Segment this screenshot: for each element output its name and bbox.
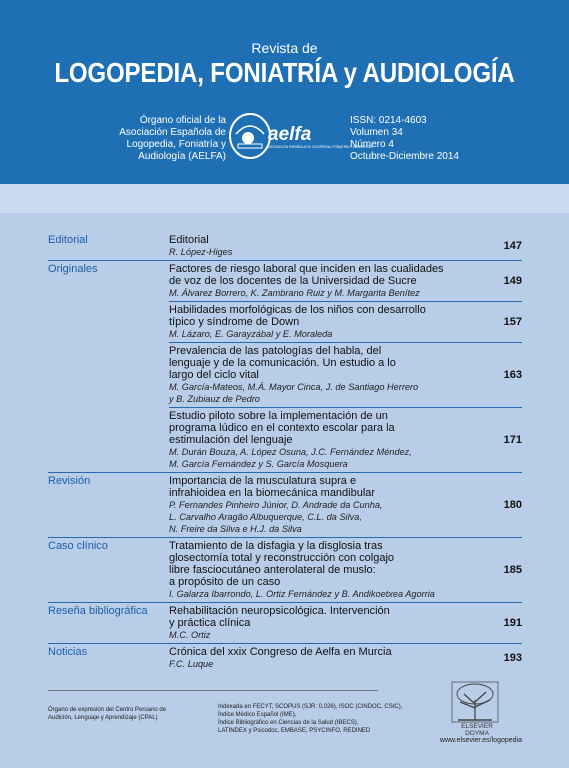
article-authors: M. Álvarez Borrero, K. Zambrano Ruiz y M. Margarita Benítez <box>169 288 420 298</box>
article-authors: M. Lázaro, E. Garayzábal y E. Moraleda <box>169 329 333 339</box>
section-label: Editorial <box>48 234 88 246</box>
section-label: Originales <box>48 263 98 275</box>
article-entry[interactable] <box>169 605 522 643</box>
article-authors: M. García-Mateos, M.Á. Mayor Cinca, J. de Santiago Herrero <box>169 382 419 392</box>
article-authors: M. García Fernández y S. García Mosquera <box>169 459 348 469</box>
article-title: estimulación del lenguaje <box>169 434 293 446</box>
page-number: 163 <box>503 369 522 381</box>
table-of-contents <box>48 232 522 672</box>
page-number: 157 <box>503 316 522 328</box>
article-text <box>169 304 488 340</box>
article-text <box>169 234 488 258</box>
article-title: Rehabilitación neuropsicológica. Intervención <box>169 605 390 617</box>
article-text <box>169 345 488 405</box>
publisher-brand: ELSEVIER DOYMA <box>461 723 493 737</box>
article-entry[interactable] <box>169 407 522 472</box>
section-entries <box>169 540 522 602</box>
footer-indexing-text: Indexada en FECYT, SCOPUS (SJR: 0,026), ISOC (CINDOC, CSIC), Índice Médico Español (IME), Índice Bibliográfico en Ciencias de la Salud (IBECS), LATINDEX y Psicodoc, EMBASE, PSYCINFO, REDINED <box>218 704 403 734</box>
page-number: 180 <box>503 499 522 511</box>
page-number: 185 <box>503 564 522 576</box>
publisher-url[interactable]: www.elsevier.es/logopedia <box>439 737 522 744</box>
article-entry[interactable] <box>169 301 522 342</box>
article-authors: P. Fernandes Pinheiro Júnior, D. Andrade da Cunha, <box>169 500 383 510</box>
toc-section <box>48 602 522 643</box>
article-entry[interactable] <box>169 646 522 672</box>
official-organ-text: Órgano oficial de la Asociación Española de Logopedia, Foniatría y Audiología (AELFA) <box>119 115 226 162</box>
article-authors: y B. Zubiauz de Pedro <box>169 394 260 404</box>
article-authors: I. Galarza Ibarrondo, L. Ortiz Fernández y B. Andikoetxea Agorria <box>169 589 435 599</box>
page-number: 147 <box>503 240 522 252</box>
page-number: 149 <box>503 275 522 287</box>
elsevier-tree-icon <box>440 680 510 726</box>
footer-cpal-text: Órgano de expresión del Centro Peruano de Audición, Lenguaje y Aprendizaje (CPAL) <box>48 707 167 721</box>
article-authors: M. Durán Bouza, A. López Osuna, J.C. Fernández Méndez, <box>169 447 412 457</box>
article-text <box>169 605 488 641</box>
article-authors: R. López-Higes <box>169 247 233 257</box>
article-text <box>169 646 488 670</box>
separator-band <box>0 184 569 213</box>
article-entry[interactable] <box>169 342 522 407</box>
article-title: Crónica del xxix Congreso de Aelfa en Murcia <box>169 646 392 658</box>
aelfa-logo-icon <box>228 108 373 168</box>
section-label: Reseña bibliográfica <box>48 605 148 617</box>
article-title: glosectomía total y reconstrucción con colgajo <box>169 552 395 564</box>
toc-section <box>48 232 522 260</box>
article-title: Tratamiento de la disfagia y la disglosia tras <box>169 540 383 552</box>
article-authors: M.C. Ortiz <box>169 630 211 640</box>
section-label: Noticias <box>48 646 88 658</box>
article-authors: N. Freire da Silva e H.J. da Silva <box>169 524 302 534</box>
logo-subtitle: ASOCIACIÓN ESPAÑOLA DE LOGOPEDIA, FONIATRÍA Y AUDIOLOGÍA <box>268 145 373 149</box>
article-title: Factores de riesgo laboral que inciden en las cualidades <box>169 263 444 275</box>
article-entry[interactable] <box>169 234 522 260</box>
article-title: Estudio piloto sobre la implementación de un <box>169 410 388 422</box>
article-title: infrahioidea en la biomecánica mandibular <box>169 487 376 499</box>
article-title: Habilidades morfológicas de los niños con desarrollo <box>169 304 426 316</box>
journal-title: LOGOPEDIA, FONIATRÍA y AUDIOLOGÍA <box>54 57 515 88</box>
article-title: Importancia de la musculatura supra e <box>169 475 357 487</box>
article-title: y práctica clínica <box>169 617 251 629</box>
article-authors: F.C. Luque <box>169 659 214 669</box>
article-title: Prevalencia de las patologías del habla, del <box>169 345 382 357</box>
article-entry[interactable] <box>169 540 522 602</box>
section-label: Caso clínico <box>48 540 108 552</box>
footer-divider <box>48 690 378 691</box>
issue-info: ISSN: 0214-4603 Volumen 34 Número 4 Octubre-Diciembre 2014 <box>350 115 459 162</box>
article-title: Editorial <box>169 234 209 246</box>
article-entry[interactable] <box>169 475 522 537</box>
section-entries <box>169 605 522 643</box>
page-number: 171 <box>503 434 522 446</box>
journal-pretitle: Revista de <box>251 40 318 56</box>
logo-wordmark: aelfa <box>268 124 312 145</box>
article-text <box>169 410 488 470</box>
article-title: largo del ciclo vital <box>169 369 259 381</box>
toc-section <box>48 472 522 537</box>
section-entries <box>169 646 522 672</box>
page-number: 191 <box>503 617 522 629</box>
journal-header <box>0 0 569 184</box>
article-title: típico y síndrome de Down <box>169 316 300 328</box>
article-title: de voz de los docentes de la Universidad de Sucre <box>169 275 417 287</box>
article-text <box>169 475 488 535</box>
section-entries <box>169 475 522 537</box>
article-text <box>169 540 488 600</box>
article-title: lenguaje y de la comunicación. Un estudio a lo <box>169 357 396 369</box>
toc-section <box>48 537 522 602</box>
toc-section <box>48 260 522 472</box>
article-text <box>169 263 488 299</box>
article-entry[interactable] <box>169 263 522 301</box>
article-authors: L. Carvalho Aragão Albuquerque, C.L. da Silva, <box>169 512 362 522</box>
section-entries <box>169 234 522 260</box>
toc-section <box>48 643 522 672</box>
article-title: a propósito de un caso <box>169 576 281 588</box>
article-title: libre fasciocutáneo anterolateral de muslo: <box>169 564 376 576</box>
section-label: Revisión <box>48 475 91 487</box>
section-entries <box>169 263 522 472</box>
page-number: 193 <box>503 652 522 664</box>
article-title: programa lúdico en el contexto escolar para la <box>169 422 395 434</box>
